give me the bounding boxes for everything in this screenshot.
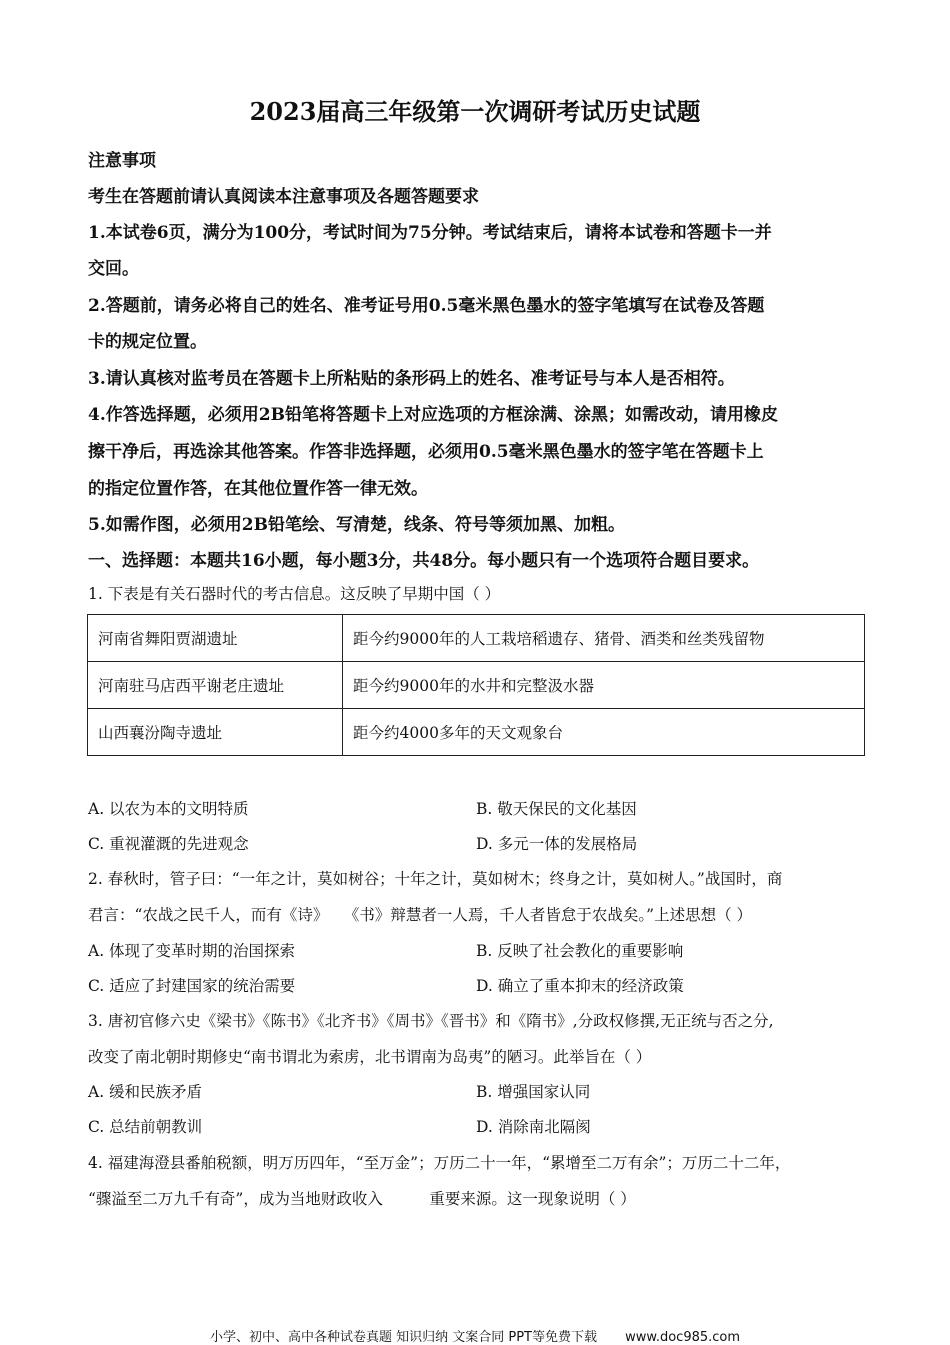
question-stem: “骤溢至二万九千有奇”，成为当地财政收入 重要来源。这一现象说明（ ） (88, 1190, 636, 1208)
notice-line: 5.如需作图，必须用2B铅笔绘、写清楚，线条、符号等须加黑、加粗。 (88, 515, 625, 535)
page-title: 2023届高三年级第一次调研考试历史试题 (249, 97, 701, 126)
table-cell: 距今约9000年的水井和完整汲水器 (343, 662, 865, 709)
notice-line: 4.作答选择题，必须用2B铅笔将答题卡上对应选项的方框涂满、涂黑；如需改动，请用橡皮 (88, 405, 778, 425)
table-cell: 距今约4000多年的天文观象台 (343, 709, 865, 756)
footer-link[interactable]: www.doc985.com (625, 1330, 741, 1345)
option-c: C. 适应了封建国家的统治需要 (88, 977, 296, 995)
option-d: D. 消除南北隔阂 (476, 1118, 591, 1136)
question-stem: 改变了南北朝时期修史“南书谓北为索虏，北书谓南为岛夷”的陋习。此举旨在（ ） (88, 1048, 652, 1066)
table-row (88, 709, 865, 756)
question-stem: 1. 下表是有关石器时代的考古信息。这反映了早期中国（ ） (88, 585, 501, 603)
question-stem: 君言：“农战之民千人，而有《诗》 《书》辩慧者一人焉，千人者皆怠于农战矣。”上述思想（ ） (88, 906, 753, 924)
table-cell: 河南驻马店西平谢老庄遗址 (88, 662, 343, 709)
notice-line: 擦干净后，再选涂其他答案。作答非选择题，必须用0.5毫米黑色墨水的签字笔在答题卡上 (88, 442, 764, 462)
option-a: A. 体现了变革时期的治国探索 (88, 942, 296, 960)
notice-line: 2.答题前，请务必将自己的姓名、准考证号用0.5毫米黑色墨水的签字笔填写在试卷及答题 (88, 296, 765, 316)
question-stem: 4. 福建海澄县番舶税额，明万历四年，“至万金”；万历二十一年，“累增至二万有余”；万历二十二年， (88, 1154, 791, 1172)
notice-intro: 考生在答题前请认真阅读本注意事项及各题答题要求 (88, 187, 479, 207)
option-c: C. 总结前朝教训 (88, 1118, 203, 1136)
option-b: B. 增强国家认同 (476, 1083, 591, 1101)
option-d: D. 多元一体的发展格局 (476, 835, 638, 853)
notice-line: 1.本试卷6页，满分为100分，考试时间为75分钟。考试结束后，请将本试卷和答题卡一并 (88, 223, 772, 243)
table-cell: 距今约9000年的人工栽培稻遗存、猪骨、酒类和丝类残留物 (343, 615, 865, 662)
section-heading: 一、选择题：本题共16小题，每小题3分，共48分。每小题只有一个选项符合题目要求。 (88, 551, 760, 571)
option-b: B. 反映了社会教化的重要影响 (476, 942, 684, 960)
option-a: A. 以农为本的文明特质 (88, 800, 249, 818)
page-footer (0, 1326, 950, 1345)
question-stem: 2. 春秋时，管子曰：“一年之计，莫如树谷；十年之计，莫如树木；终身之计，莫如树人。”战国时，商 (88, 870, 783, 888)
table-cell: 河南省舞阳贾湖遗址 (88, 615, 343, 662)
option-a: A. 缓和民族矛盾 (88, 1083, 203, 1101)
option-d: D. 确立了重本抑末的经济政策 (476, 977, 684, 995)
notice-line: 的指定位置作答，在其他位置作答一律无效。 (88, 479, 428, 499)
table-row (88, 662, 865, 709)
question-stem: 3. 唐初官修六史《梁书》《陈书》《北齐书》《周书》《晋书》和《隋书》,分政权修撰,无正统与否之分, (88, 1012, 774, 1030)
notice-heading: 注意事项 (88, 151, 156, 171)
notice-line: 3.请认真核对监考员在答题卡上所粘贴的条形码上的姓名、准考证号与本人是否相符。 (88, 369, 735, 389)
notice-line: 交回。 (88, 259, 139, 279)
footer-text: 小学、初中、高中各种试卷真题 知识归纳 文案合同 PPT等免费下载 (209, 1330, 597, 1345)
notice-line: 卡的规定位置。 (88, 332, 207, 352)
option-b: B. 敬天保民的文化基因 (476, 800, 637, 818)
table-row (88, 615, 865, 662)
option-c: C. 重视灌溉的先进观念 (88, 835, 249, 853)
table-cell: 山西襄汾陶寺遗址 (88, 709, 343, 756)
q1-info-table (87, 614, 865, 756)
